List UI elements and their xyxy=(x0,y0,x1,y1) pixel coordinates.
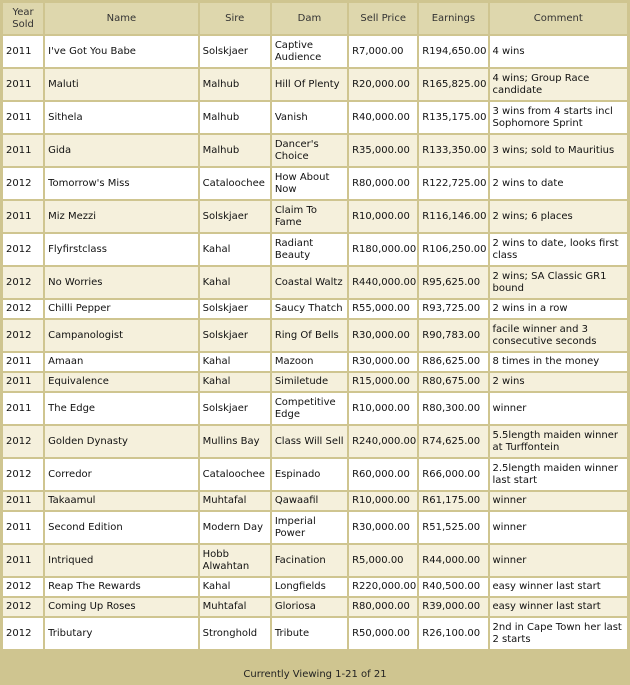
pagination-status: Currently Viewing 1-21 of 21 xyxy=(0,665,630,685)
comment-cell: 2 wins to date, looks first class xyxy=(490,234,628,265)
earnings-cell: R135,175.00 xyxy=(419,102,487,133)
table-row xyxy=(3,459,627,490)
table-row xyxy=(3,492,627,510)
dam-cell: Radiant Beauty xyxy=(272,234,347,265)
earnings-cell: R116,146.00 xyxy=(419,201,487,232)
sire-cell: Solskjaer xyxy=(200,300,270,318)
sell-price-cell: R80,000.00 xyxy=(349,598,417,616)
year-cell: 2011 xyxy=(3,353,43,371)
earnings-cell: R93,725.00 xyxy=(419,300,487,318)
comment-cell: winner xyxy=(490,512,628,543)
sell-price-cell: R180,000.00 xyxy=(349,234,417,265)
year-cell: 2012 xyxy=(3,234,43,265)
horse-name-cell: Flyfirstclass xyxy=(45,234,197,265)
sire-cell: Cataloochee xyxy=(200,459,270,490)
earnings-cell: R40,500.00 xyxy=(419,578,487,596)
comment-cell: 4 wins; Group Race candidate xyxy=(490,69,628,100)
dam-cell: Gloriosa xyxy=(272,598,347,616)
earnings-cell: R95,625.00 xyxy=(419,267,487,298)
dam-cell: Similetude xyxy=(272,373,347,391)
sell-price-cell: R30,000.00 xyxy=(349,512,417,543)
sell-price-cell: R55,000.00 xyxy=(349,300,417,318)
dam-cell: Vanish xyxy=(272,102,347,133)
sire-cell: Muhtafal xyxy=(200,492,270,510)
column-header-dam[interactable]: Dam xyxy=(272,3,347,34)
sire-cell: Solskjaer xyxy=(200,201,270,232)
horse-name-cell: Tributary xyxy=(45,618,197,649)
table-row xyxy=(3,373,627,391)
comment-cell: 8 times in the money xyxy=(490,353,628,371)
horse-sales-table xyxy=(1,1,629,651)
comment-cell: 2nd in Cape Town her last 2 starts xyxy=(490,618,628,649)
sell-price-cell: R7,000.00 xyxy=(349,36,417,67)
year-cell: 2011 xyxy=(3,373,43,391)
table-row xyxy=(3,300,627,318)
dam-cell: Captive Audience xyxy=(272,36,347,67)
sell-price-cell: R5,000.00 xyxy=(349,545,417,576)
dam-cell: Facination xyxy=(272,545,347,576)
dam-cell: Claim To Fame xyxy=(272,201,347,232)
horse-name-cell: Coming Up Roses xyxy=(45,598,197,616)
comment-cell: facile winner and 3 consecutive seconds xyxy=(490,320,628,351)
comment-cell: 4 wins xyxy=(490,36,628,67)
dam-cell: Coastal Waltz xyxy=(272,267,347,298)
horse-name-cell: Equivalence xyxy=(45,373,197,391)
sire-cell: Cataloochee xyxy=(200,168,270,199)
earnings-cell: R122,725.00 xyxy=(419,168,487,199)
year-cell: 2012 xyxy=(3,267,43,298)
year-cell: 2012 xyxy=(3,426,43,457)
year-cell: 2012 xyxy=(3,320,43,351)
horse-name-cell: Corredor xyxy=(45,459,197,490)
earnings-cell: R66,000.00 xyxy=(419,459,487,490)
sell-price-cell: R30,000.00 xyxy=(349,320,417,351)
sire-cell: Kahal xyxy=(200,267,270,298)
sell-price-cell: R240,000.00 xyxy=(349,426,417,457)
table-row xyxy=(3,393,627,424)
dam-cell: Class Will Sell xyxy=(272,426,347,457)
year-cell: 2011 xyxy=(3,135,43,166)
comment-cell: 2 wins; SA Classic GR1 bound xyxy=(490,267,628,298)
year-cell: 2012 xyxy=(3,459,43,490)
header-row xyxy=(3,3,627,34)
table-row xyxy=(3,353,627,371)
horse-name-cell: Golden Dynasty xyxy=(45,426,197,457)
dam-cell: Imperial Power xyxy=(272,512,347,543)
earnings-cell: R165,825.00 xyxy=(419,69,487,100)
earnings-cell: R80,300.00 xyxy=(419,393,487,424)
sell-price-cell: R10,000.00 xyxy=(349,393,417,424)
sell-price-cell: R220,000.00 xyxy=(349,578,417,596)
sell-price-cell: R80,000.00 xyxy=(349,168,417,199)
dam-cell: How About Now xyxy=(272,168,347,199)
horse-name-cell: Maluti xyxy=(45,69,197,100)
year-cell: 2011 xyxy=(3,102,43,133)
comment-cell: 3 wins from 4 starts incl Sophomore Sprint xyxy=(490,102,628,133)
table-row xyxy=(3,168,627,199)
year-cell: 2012 xyxy=(3,618,43,649)
horse-name-cell: Miz Mezzi xyxy=(45,201,197,232)
dam-cell: Tribute xyxy=(272,618,347,649)
sire-cell: Malhub xyxy=(200,102,270,133)
comment-cell: winner xyxy=(490,545,628,576)
table-row xyxy=(3,234,627,265)
sire-cell: Malhub xyxy=(200,135,270,166)
earnings-cell: R61,175.00 xyxy=(419,492,487,510)
sire-cell: Muhtafal xyxy=(200,598,270,616)
horse-name-cell: Takaamul xyxy=(45,492,197,510)
year-cell: 2011 xyxy=(3,512,43,543)
comment-cell: 2 wins; 6 places xyxy=(490,201,628,232)
year-cell: 2011 xyxy=(3,69,43,100)
table-row xyxy=(3,618,627,649)
year-cell: 2012 xyxy=(3,598,43,616)
column-header-comment[interactable]: Comment xyxy=(490,3,628,34)
year-cell: 2012 xyxy=(3,578,43,596)
sire-cell: Solskjaer xyxy=(200,320,270,351)
earnings-cell: R86,625.00 xyxy=(419,353,487,371)
horse-name-cell: I've Got You Babe xyxy=(45,36,197,67)
column-header-sire[interactable]: Sire xyxy=(200,3,270,34)
sire-cell: Hobb Alwahtan xyxy=(200,545,270,576)
horse-name-cell: Reap The Rewards xyxy=(45,578,197,596)
earnings-cell: R133,350.00 xyxy=(419,135,487,166)
sell-price-cell: R20,000.00 xyxy=(349,69,417,100)
column-header-name[interactable]: Name xyxy=(45,3,197,34)
dam-cell: Ring Of Bells xyxy=(272,320,347,351)
earnings-cell: R26,100.00 xyxy=(419,618,487,649)
sire-cell: Solskjaer xyxy=(200,36,270,67)
dam-cell: Qawaafil xyxy=(272,492,347,510)
year-cell: 2012 xyxy=(3,168,43,199)
dam-cell: Mazoon xyxy=(272,353,347,371)
sire-cell: Modern Day xyxy=(200,512,270,543)
sire-cell: Kahal xyxy=(200,373,270,391)
table-row xyxy=(3,598,627,616)
horse-name-cell: Tomorrow's Miss xyxy=(45,168,197,199)
table-row xyxy=(3,69,627,100)
year-cell: 2011 xyxy=(3,36,43,67)
horse-name-cell: Campanologist xyxy=(45,320,197,351)
comment-cell: winner xyxy=(490,492,628,510)
table-row xyxy=(3,545,627,576)
dam-cell: Dancer's Choice xyxy=(272,135,347,166)
sell-price-cell: R35,000.00 xyxy=(349,135,417,166)
earnings-cell: R44,000.00 xyxy=(419,545,487,576)
horse-name-cell: Second Edition xyxy=(45,512,197,543)
sell-price-cell: R60,000.00 xyxy=(349,459,417,490)
comment-cell: easy winner last start xyxy=(490,578,628,596)
sell-price-cell: R15,000.00 xyxy=(349,373,417,391)
comment-cell: 3 wins; sold to Mauritius xyxy=(490,135,628,166)
sire-cell: Kahal xyxy=(200,234,270,265)
horse-name-cell: Gida xyxy=(45,135,197,166)
sire-cell: Stronghold xyxy=(200,618,270,649)
horse-name-cell: Sithela xyxy=(45,102,197,133)
sell-price-cell: R10,000.00 xyxy=(349,492,417,510)
horse-name-cell: Amaan xyxy=(45,353,197,371)
table-row xyxy=(3,320,627,351)
horse-name-cell: Chilli Pepper xyxy=(45,300,197,318)
table-row xyxy=(3,578,627,596)
sire-cell: Kahal xyxy=(200,578,270,596)
sell-price-cell: R40,000.00 xyxy=(349,102,417,133)
column-header-sell-price[interactable]: Sell Price xyxy=(349,3,417,34)
comment-cell: 2 wins to date xyxy=(490,168,628,199)
year-cell: 2011 xyxy=(3,201,43,232)
table-row xyxy=(3,512,627,543)
table-row xyxy=(3,267,627,298)
year-cell: 2011 xyxy=(3,545,43,576)
earnings-cell: R74,625.00 xyxy=(419,426,487,457)
sell-price-cell: R50,000.00 xyxy=(349,618,417,649)
table-row xyxy=(3,135,627,166)
dam-cell: Saucy Thatch xyxy=(272,300,347,318)
year-cell: 2011 xyxy=(3,492,43,510)
sire-cell: Mullins Bay xyxy=(200,426,270,457)
earnings-cell: R90,783.00 xyxy=(419,320,487,351)
dam-cell: Competitive Edge xyxy=(272,393,347,424)
comment-cell: winner xyxy=(490,393,628,424)
sire-cell: Malhub xyxy=(200,69,270,100)
dam-cell: Hill Of Plenty xyxy=(272,69,347,100)
earnings-cell: R39,000.00 xyxy=(419,598,487,616)
year-cell: 2012 xyxy=(3,300,43,318)
horse-name-cell: No Worries xyxy=(45,267,197,298)
comment-cell: 2.5length maiden winner last start xyxy=(490,459,628,490)
earnings-cell: R194,650.00 xyxy=(419,36,487,67)
comment-cell: 2 wins in a row xyxy=(490,300,628,318)
year-cell: 2011 xyxy=(3,393,43,424)
table-row xyxy=(3,102,627,133)
comment-cell: easy winner last start xyxy=(490,598,628,616)
earnings-cell: R80,675.00 xyxy=(419,373,487,391)
horse-name-cell: The Edge xyxy=(45,393,197,424)
sire-cell: Solskjaer xyxy=(200,393,270,424)
table-row xyxy=(3,36,627,67)
sire-cell: Kahal xyxy=(200,353,270,371)
earnings-cell: R106,250.00 xyxy=(419,234,487,265)
sell-price-cell: R10,000.00 xyxy=(349,201,417,232)
sell-price-cell: R30,000.00 xyxy=(349,353,417,371)
earnings-cell: R51,525.00 xyxy=(419,512,487,543)
comment-cell: 2 wins xyxy=(490,373,628,391)
table-row xyxy=(3,201,627,232)
column-header-earnings[interactable]: Earnings xyxy=(419,3,487,34)
dam-cell: Longfields xyxy=(272,578,347,596)
horse-name-cell: Intriqued xyxy=(45,545,197,576)
table-row xyxy=(3,426,627,457)
comment-cell: 5.5length maiden winner at Turffontein xyxy=(490,426,628,457)
dam-cell: Espinado xyxy=(272,459,347,490)
column-header-year[interactable]: Year Sold xyxy=(3,3,43,34)
sell-price-cell: R440,000.00 xyxy=(349,267,417,298)
